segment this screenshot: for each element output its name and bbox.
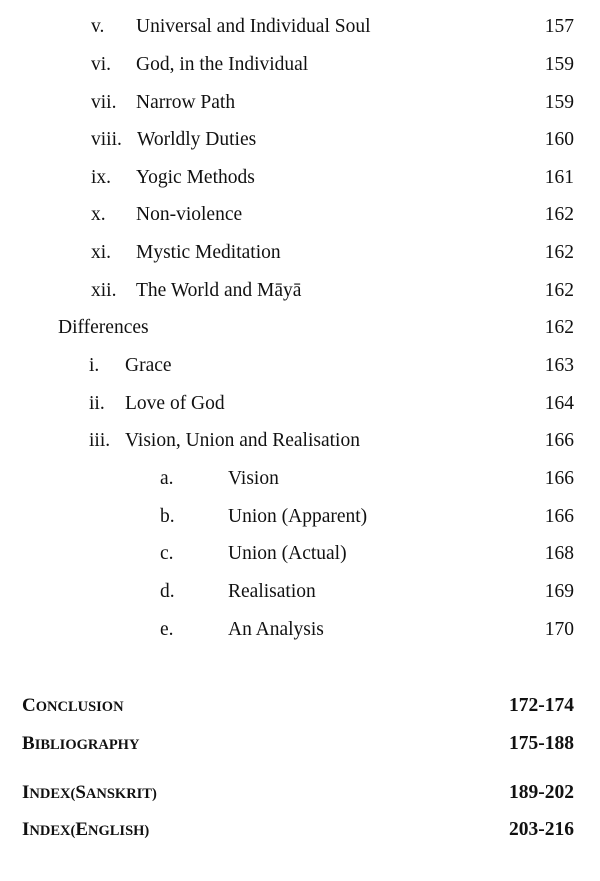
entry-page: 203-216 [509,819,574,840]
toc-entry [0,51,600,79]
entry-title: An Analysis [228,619,324,640]
entry-number: iii. [89,430,111,451]
toc-back-matter-entry [0,779,600,807]
toc-section-heading [0,314,600,342]
entry-page: 159 [544,54,574,75]
entry-page: 162 [544,204,574,225]
entry-title: Union (Actual) [228,543,347,564]
entry-title: Mystic Meditation [136,242,281,263]
entry-title: Vision [228,468,279,489]
entry-page: 175-188 [509,733,574,754]
entry-title: CONCLUSION [22,695,124,716]
entry-title: Union (Apparent) [228,506,368,527]
toc-entry [0,201,600,229]
entry-page: 170 [544,619,574,640]
entry-title: The World and Māyā [136,280,302,301]
entry-title: BIBLIOGRAPHY [22,733,140,754]
entry-number: vii. [91,92,117,113]
entry-number: d. [160,581,175,602]
toc-back-matter-entry [0,730,600,758]
toc-entry [0,126,600,154]
entry-title: Yogic Methods [136,167,255,188]
toc-entry [0,427,600,455]
toc-entry [0,89,600,117]
entry-title: INDEX(ENGLISH) [22,819,150,840]
entry-page: 159 [544,92,574,113]
entry-page: 157 [544,16,574,37]
toc-entry [0,239,600,267]
entry-page: 163 [544,355,574,376]
entry-title: God, in the Individual [136,54,309,75]
toc-entry [0,13,600,41]
entry-number: a. [160,468,174,489]
toc-entry [0,277,600,305]
toc-entry [0,164,600,192]
entry-number: b. [160,506,175,527]
entry-title: Vision, Union and Realisation [125,430,360,451]
entry-title: Grace [125,355,172,376]
entry-page: 168 [544,543,574,564]
entry-title: Love of God [125,393,225,414]
entry-number: x. [91,204,106,225]
entry-number: ix. [91,167,112,188]
entry-page: 162 [544,242,574,263]
entry-title: INDEX(SANSKRIT) [22,782,157,803]
entry-page: 164 [544,393,574,414]
entry-number: viii. [91,129,122,150]
entry-number: vi. [91,54,112,75]
entry-page: 162 [544,280,574,301]
entry-number: xi. [91,242,112,263]
toc-subentry [0,540,600,568]
entry-page: 166 [544,506,574,527]
entry-page: 161 [544,167,574,188]
entry-number: e. [160,619,174,640]
entry-title: Narrow Path [136,92,236,113]
entry-page: 189-202 [509,782,574,803]
entry-title: Worldly Duties [137,129,257,150]
toc-back-matter-entry [0,816,600,844]
toc-subentry [0,616,600,644]
entry-number: c. [160,543,174,564]
toc-subentry [0,578,600,606]
entry-number: ii. [89,393,105,414]
toc-subentry [0,503,600,531]
entry-number: v. [91,16,105,37]
entry-number: xii. [91,280,117,301]
entry-page: 169 [544,581,574,602]
entry-page: 166 [544,468,574,489]
entry-page: 160 [544,129,574,150]
toc-entry [0,390,600,418]
entry-page: 166 [544,430,574,451]
toc-subentry [0,465,600,493]
entry-page: 172-174 [509,695,574,716]
entry-title: Realisation [228,581,316,602]
entry-page: 162 [544,317,574,338]
entry-number: i. [89,355,100,376]
entry-title: Universal and Individual Soul [136,16,371,37]
toc-entry [0,352,600,380]
entry-title: Differences [58,317,149,338]
toc-back-matter-entry [0,692,600,720]
entry-title: Non-violence [136,204,243,225]
